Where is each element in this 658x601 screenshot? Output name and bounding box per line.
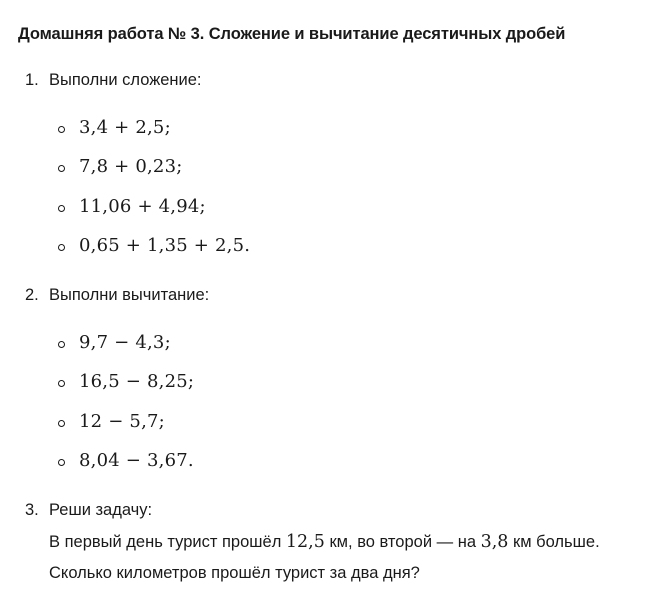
- expression-item: 0,65 + 1,35 + 2,5.: [79, 235, 251, 256]
- expression-item: 8,04 − 3,67.: [79, 450, 194, 471]
- task-3: [25, 501, 152, 520]
- problem-text-line-1: [49, 532, 600, 552]
- problem-value-first-day: 12,5: [285, 532, 325, 552]
- bullet-icon: [58, 341, 65, 348]
- problem-value-difference: 3,8: [480, 532, 509, 552]
- bullet-icon: [58, 205, 65, 212]
- bullet-icon: [58, 126, 65, 133]
- task-2: [25, 286, 209, 305]
- task-label: Реши задачу:: [49, 501, 153, 519]
- expression-item: 16,5 − 8,25;: [79, 371, 195, 392]
- expression-item: 7,8 + 0,23;: [79, 156, 183, 177]
- expression-item: 3,4 + 2,5;: [79, 117, 171, 138]
- problem-text-line-2: Сколько километров прошёл турист за два дня?: [49, 564, 420, 582]
- bullet-icon: [58, 420, 65, 427]
- task-number: 2.: [25, 286, 39, 304]
- task-label: Выполни вычитание:: [49, 286, 210, 304]
- task-label: Выполни сложение:: [49, 71, 202, 89]
- problem-text: В первый день турист прошёл: [49, 533, 286, 551]
- bullet-icon: [58, 165, 65, 172]
- task-1: [25, 71, 202, 90]
- bullet-icon: [58, 244, 65, 251]
- expression-item: 12 − 5,7;: [79, 411, 165, 432]
- expression-item: 9,7 − 4,3;: [79, 332, 171, 353]
- task-number: 1.: [25, 71, 39, 89]
- expression-item: 11,06 + 4,94;: [79, 196, 206, 217]
- bullet-icon: [58, 459, 65, 466]
- bullet-icon: [58, 380, 65, 387]
- page-title: Домашняя работа № 3. Сложение и вычитание десятичных дробей: [18, 25, 566, 43]
- task-number: 3.: [25, 501, 39, 519]
- problem-text: км, во второй — на: [324, 533, 481, 551]
- problem-text: км больше.: [508, 533, 600, 551]
